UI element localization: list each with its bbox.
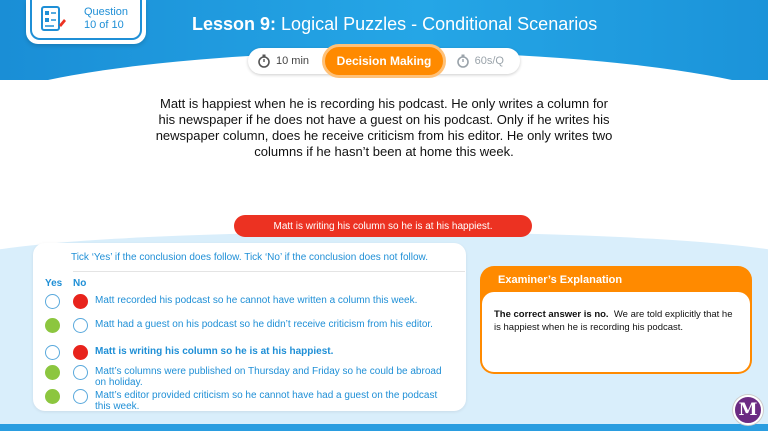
- option-text-3: Matt is writing his column so he is at his happiest.: [95, 346, 334, 357]
- yes-radio-5[interactable]: [45, 389, 60, 404]
- time-limit-label: 10 min: [276, 55, 310, 67]
- mode-bar: [248, 48, 520, 74]
- question-counter-text: [84, 6, 128, 32]
- yes-radio-4[interactable]: [45, 365, 60, 380]
- lesson-title: Logical Puzzles - Conditional Scenarios: [281, 14, 598, 34]
- option-text-2: Matt had a guest on his podcast so he didn’t receive criticism from his editor.: [95, 319, 433, 330]
- option-row-5: [33, 385, 466, 412]
- option-text-4: Matt’s columns were published on Thursday and Friday so he could be abroad on holiday.: [95, 366, 442, 388]
- stopwatch-icon: [457, 54, 469, 68]
- explanation-body: [482, 292, 750, 372]
- yes-radio-3[interactable]: [45, 345, 60, 360]
- stopwatch-icon: [258, 54, 270, 68]
- option-row-2: [33, 314, 466, 338]
- option-row-4: [33, 361, 466, 388]
- no-radio-4[interactable]: [73, 365, 88, 380]
- conclusion-statement: Matt is writing his column so he is at his happiest.: [234, 215, 532, 237]
- page-title: [192, 14, 597, 35]
- yes-radio-2[interactable]: [45, 318, 60, 333]
- option-text-1: Matt recorded his podcast so he cannot have written a column this week.: [95, 295, 418, 306]
- answer-panel: [33, 243, 466, 411]
- explanation-lead: The correct answer is no.: [494, 309, 609, 320]
- question-counter-card: [26, 0, 146, 44]
- time-per-question-label: 60s/Q: [474, 55, 504, 67]
- no-radio-5[interactable]: [73, 389, 88, 404]
- no-radio-2[interactable]: [73, 318, 88, 333]
- mode-button[interactable]: Decision Making: [322, 44, 446, 78]
- divider: [73, 271, 465, 272]
- explanation-title: Examiner’s Explanation: [498, 274, 623, 286]
- no-radio-3[interactable]: [73, 345, 88, 360]
- no-radio-1[interactable]: [73, 294, 88, 309]
- explanation-text: We are told explicitly that he is happiest when he is recording his podcast.: [494, 309, 733, 333]
- time-per-question: [457, 54, 504, 68]
- brand-logo[interactable]: M: [733, 395, 763, 425]
- examiner-explanation-card: [480, 266, 752, 374]
- worksheet-icon: [40, 5, 66, 35]
- option-text-5: Matt’s editor provided criticism so he cannot have had a guest on the podcast this week.: [95, 390, 438, 412]
- no-column-header: No: [73, 278, 87, 289]
- time-limit: [258, 54, 309, 68]
- yes-radio-1[interactable]: [45, 294, 60, 309]
- option-row-1: [33, 290, 466, 314]
- question-label: Question: [84, 6, 129, 18]
- question-passage: Matt is happiest when he is recording his podcast. He only writes a column for his newspaper if he does not have a guest on his podcast. Only if he writes his newspaper column, does he receive criticism from his editor. He only writes two columns if he hasn’t been at home this week.: [155, 96, 613, 159]
- bottom-strip: [0, 424, 768, 431]
- yes-column-header: Yes: [45, 278, 63, 289]
- instruction-text: Tick ‘Yes’ if the conclusion does follow. Tick ‘No’ if the conclusion does not follow.: [70, 252, 429, 263]
- question-count: 10 of 10: [84, 19, 124, 31]
- lesson-prefix: Lesson 9:: [192, 14, 277, 34]
